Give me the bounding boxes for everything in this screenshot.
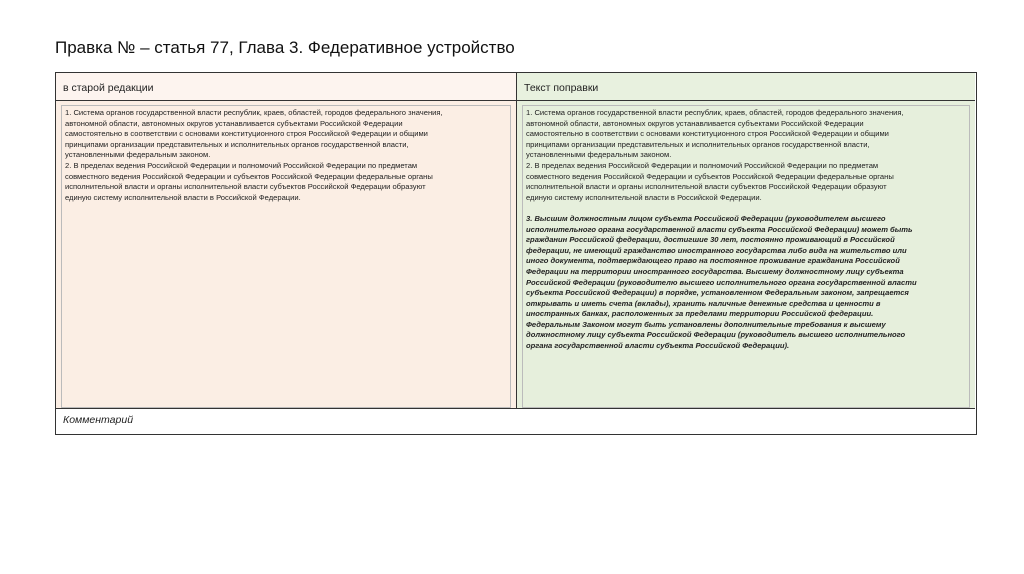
amendment-new-paragraph bbox=[526, 214, 966, 352]
text-line: единую систему исполнительной власти в Российской Федерации. bbox=[65, 192, 301, 202]
text-line: исполнительного органа государственной власти субъекта Российской Федерации) может быть bbox=[526, 224, 913, 234]
text-line: 1. Система органов государственной власти республик, краев, областей, городов федерального значения, bbox=[526, 108, 904, 117]
text-line: установленными федеральным законом. bbox=[65, 150, 211, 160]
text-line: единую систему исполнительной власти в Российской Федерации. bbox=[526, 192, 762, 202]
text-line: Федеральным Законом могут быть установлены дополнительные требования к высшему bbox=[526, 319, 886, 329]
text-line: должностному лицу субъекта Российской Федерации (руководитель высшего исполнительного bbox=[526, 330, 906, 340]
amendment-text bbox=[522, 105, 970, 408]
text-line: исполнительной власти и органы исполнительной власти субъектов Российской Федерации образуют bbox=[526, 182, 887, 192]
text-line: Российской Федерации (руководителю высшего исполнительного органа государственной власти bbox=[526, 277, 917, 287]
page-title: Правка № – статья 77, Глава 3. Федеративное устройство bbox=[55, 38, 515, 57]
text-line: принципами организации представительных и исполнительных органов государственной власти, bbox=[65, 139, 409, 149]
text-line: гражданин Российской федерации, достигшие 30 лет, постоянно проживающий в Российской bbox=[526, 235, 895, 245]
header-old-edition: в старой редакции bbox=[56, 73, 517, 101]
text-line: иного документа, подтверждающего право на постоянное проживание гражданина Российской bbox=[526, 256, 900, 266]
text-line: совместного ведения Российской Федерации и субъектов Российской Федерации федеральные органы bbox=[526, 171, 894, 181]
text-line: принципами организации представительных и исполнительных органов государственной власти, bbox=[526, 139, 870, 149]
amendment-cell bbox=[517, 101, 975, 409]
text-line: автономной области, автономных округов устанавливается субъектами Российской Федерации bbox=[526, 118, 864, 128]
text-line: федерации, не имеющий гражданство иностранного государства либо вида на жительство или bbox=[526, 245, 907, 255]
text-line: самостоятельно в соответствии с основами конституционного строя Российской Федерации и общими bbox=[526, 129, 889, 139]
amendment-table bbox=[55, 72, 977, 435]
comment-row: Комментарий bbox=[63, 414, 134, 426]
text-line: 2. В пределах ведения Российской Федерации и полномочий Российской Федерации по предметам bbox=[526, 160, 879, 170]
text-line: органа государственной власти субъекта Российской Федерации). bbox=[526, 341, 790, 351]
text-line: самостоятельно в соответствии с основами конституционного строя Российской Федерации и общими bbox=[65, 129, 428, 139]
old-edition-cell bbox=[56, 101, 517, 409]
text-line: 1. Система органов государственной власти республик, краев, областей, городов федерального значения, bbox=[65, 108, 443, 117]
amendment-common-text bbox=[526, 108, 966, 203]
text-line: субъекта Российской Федерации) в порядке, установленном Федеральным законом, запрещается bbox=[526, 288, 909, 298]
old-edition-text bbox=[61, 105, 511, 408]
text-line: 3. Высшим должностным лицом субъекта Российской Федерации (руководителем высшего bbox=[526, 213, 886, 223]
text-line: установленными федеральным законом. bbox=[526, 150, 672, 160]
text-line: иностранных банках, расположенных за пределами территории Российской федерации. bbox=[526, 309, 874, 319]
text-line: 2. В пределах ведения Российской Федерации и полномочий Российской Федерации по предметам bbox=[65, 160, 418, 170]
text-line: открывать и иметь счета (вклады), хранить наличные денежные средства и ценности в bbox=[526, 298, 881, 308]
text-line: автономной области, автономных округов устанавливается субъектами Российской Федерации bbox=[65, 118, 403, 128]
text-line: совместного ведения Российской Федерации и субъектов Российской Федерации федеральные органы bbox=[65, 171, 433, 181]
text-line: исполнительной власти и органы исполнительной власти субъектов Российской Федерации образуют bbox=[65, 182, 426, 192]
header-amendment-text: Текст поправки bbox=[517, 73, 975, 101]
text-line: Федерации на территории иностранного государства. Высшему должностному лицу субъекта bbox=[526, 266, 904, 276]
